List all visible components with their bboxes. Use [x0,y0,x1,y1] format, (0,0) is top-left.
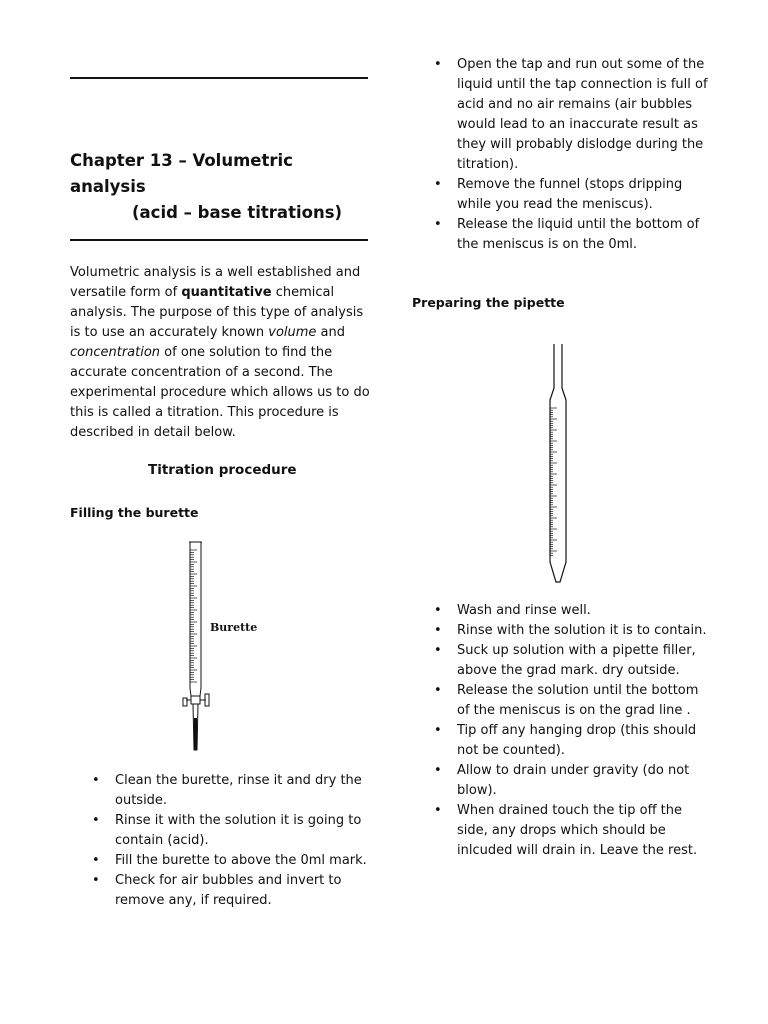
pipette-figure [540,342,576,586]
burette-steps-list [90,771,372,911]
intro-italic-concentration: concentration [70,345,161,360]
list-item: • Release the solution until the bottom of the meniscus is on the grad line . [432,681,712,721]
intro-text-4: of one solution to find the accurate concentration of a second. The experimental procedure which allows us to do this is called a titration. This procedure is described in detail below. [70,345,370,440]
chapter-title-line1: Chapter 13 – Volumetric analysis [70,151,293,196]
list-item: • Open the tap and run out some of the liquid until the tap connection is full of acid and no air remains (air bubbles would lead to an inaccurate result as they will probably dislodge during the titration). [432,55,712,175]
list-item: • Clean the burette, rinse it and dry the outside. [90,771,372,811]
intro-text-3: and [316,325,346,340]
pipette-steps-list [432,601,712,861]
burette-steps-continued-list [432,55,712,255]
heading-preparing-pipette: Preparing the pipette [412,295,565,310]
list-item: • Remove the funnel (stops dripping while you read the meniscus). [432,175,712,215]
intro-paragraph [70,263,370,443]
intro-bold: quantitative [181,285,272,300]
list-item: • Check for air bubbles and invert to remove any, if required. [90,871,372,911]
list-item: • When drained touch the tip off the side, any drops which should be inlcuded will drain in. Leave the rest. [432,801,712,861]
burette-figure [180,538,220,754]
intro-text-2: chemical analysis. The purpose of this type of analysis is to use an accurately known [70,285,364,340]
heading-filling-burette: Filling the burette [70,505,199,520]
bottom-rule [70,239,368,241]
list-item: • Suck up solution with a pipette filler, above the grad mark. dry outside. [432,641,712,681]
list-item: • Release the liquid until the bottom of the meniscus is on the 0ml. [432,215,712,255]
top-rule [70,77,368,79]
intro-text-1: Volumetric analysis is a well established and versatile form of [70,265,361,300]
list-item: • Rinse with the solution it is to contain. [432,621,712,641]
intro-italic-volume: volume [268,325,317,340]
burette-label: Burette [210,621,258,634]
list-item: • Tip off any hanging drop (this should not be counted). [432,721,712,761]
list-item: • Fill the burette to above the 0ml mark. [90,851,372,871]
chapter-title [70,148,370,226]
list-item: • Rinse it with the solution it is going to contain (acid). [90,811,372,851]
chapter-title-line2: (acid – base titrations) [132,203,343,222]
list-item: • Wash and rinse well. [432,601,712,621]
heading-titration-procedure: Titration procedure [148,462,297,478]
list-item: • Allow to drain under gravity (do not blow). [432,761,712,801]
